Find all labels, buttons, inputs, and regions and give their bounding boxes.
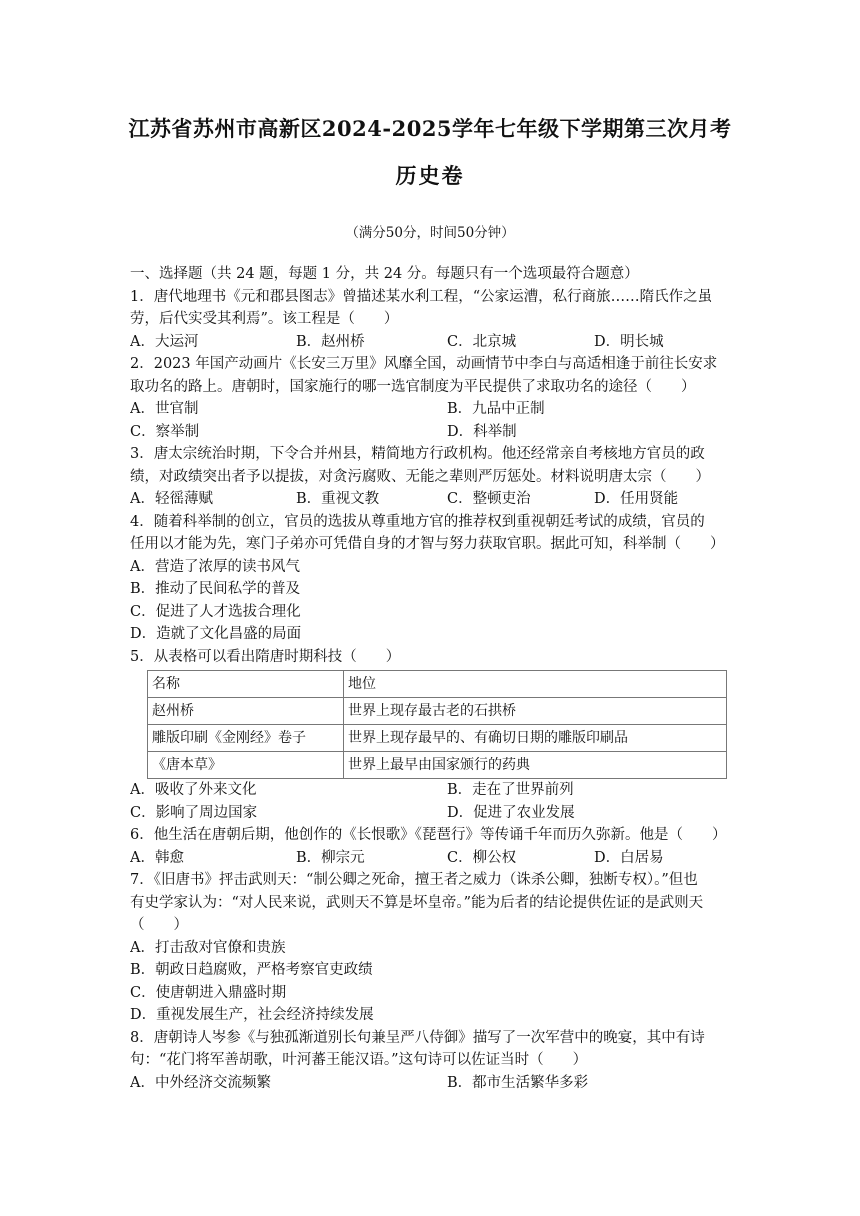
table-cell: 雕版印刷《金刚经》卷子 [148,725,344,752]
question-text-line: 8．唐朝诗人岑参《与独孤渐道别长句兼呈严八侍御》描写了一次军营中的晚宴，其中有诗 [130,1029,705,1046]
options-row [130,1072,730,1095]
table-header-row [148,671,727,698]
option-c: C．柳公权 [447,849,517,866]
option-b: B．朝政日趋腐败，严格考察官吏政绩 [130,962,373,978]
option-c: C．察举制 [130,423,200,440]
question-3 [130,443,730,511]
question-8 [130,1027,730,1095]
option-a: A．轻徭薄赋 [130,491,213,507]
table-header-cell: 地位 [344,671,727,698]
options-row [130,847,730,870]
option-d: D．造就了文化昌盛的局面 [130,626,302,642]
table-header-cell: 名称 [148,671,344,698]
options-row [130,779,730,802]
options-row [130,802,730,825]
option-d: D．促进了农业发展 [447,804,575,821]
question-text-line: 绩，对政绩突出者予以提拔，对贪污腐败、无能之辈则严厉惩处。材料说明唐太宗（ ） [130,468,710,485]
question-text-line: 5．从表格可以看出隋唐时期科技（ ） [130,648,401,665]
option-c: C．影响了周边国家 [130,804,258,821]
question-text-line: （ ） [130,917,188,933]
option-a: A．营造了浓厚的读书风气 [130,558,300,575]
option-c: C．北京城 [447,333,517,350]
option-a: A．中外经济交流频繁 [130,1074,271,1091]
option-d: D．任用贤能 [594,491,679,507]
options-row [130,488,730,511]
question-text-line: 6．他生活在唐朝后期，他创作的《长恨歌》《琵琶行》等传诵千年而历久弥新。他是（ ） [130,827,727,843]
option-c: C．整顿吏治 [447,491,531,507]
question-5 [130,646,730,825]
option-d: D．明长城 [594,333,664,350]
option-a: A．韩愈 [130,849,184,866]
option-a: A．世官制 [130,401,199,417]
table-cell: 世界上现存最早的、有确切日期的雕版印刷品 [344,725,727,752]
table-cell: 世界上最早由国家颁行的药典 [344,752,727,779]
question-text-line: 4．随着科举制的创立，官员的选拔从尊重地方官的推荐权到重视朝廷考试的成绩，官员的 [130,513,705,530]
table-row [148,752,727,779]
option-b: B．九品中正制 [447,401,545,417]
question-2 [130,353,730,443]
option-b: B．推动了民间私学的普及 [130,581,301,597]
question-6 [130,824,730,869]
exam-meta: （满分50分，时间50分钟） [345,225,515,241]
option-b: B．赵州桥 [296,333,365,350]
question-4 [130,511,730,646]
option-d: D．白居易 [594,849,664,866]
exam-subject-title: 历史卷 [395,163,465,188]
option-a: A．吸收了外来文化 [130,782,257,798]
question-text-line: 2．2023 年国产动画片《长安三万里》风靡全国，动画情节中李白与高适相逢于前往长安求 [130,356,718,372]
question-text-line: 1．唐代地理书《元和郡县图志》曾描述某水利工程，“公家运漕，私行商旅……隋氏作之虽 [130,288,713,305]
question-text-line: 3．唐太宗统治时期，下令合并州县，精简地方行政机构。他还经常亲自考核地方官员的政 [130,446,705,462]
table-cell: 世界上现存最古老的石拱桥 [344,698,727,725]
table-row [148,725,727,752]
option-d: D．科举制 [447,423,517,440]
table-cell: 赵州桥 [148,698,344,725]
question-1 [130,286,730,354]
option-b: B．重视文教 [296,491,380,507]
section-heading: 一、选择题（共 24 题，每题 1 分，共 24 分。每题只有一个选项最符合题意） [130,266,639,282]
question-text-line: 取功名的路上。唐朝时，国家施行的哪一选官制度为平民提供了求取功名的途径（ ） [130,378,696,395]
table-cell: 《唐本草》 [148,752,344,779]
option-b: B．都市生活繁华多彩 [447,1074,589,1091]
question-text-line: 劳，后代实受其利焉”。该工程是（ ） [130,311,399,327]
option-a: A．打击敌对官僚和贵族 [130,939,286,956]
table-row [148,698,727,725]
question-7 [130,869,730,1027]
option-c: C．使唐朝进入鼎盛时期 [130,984,287,1001]
option-b: B．柳宗元 [296,849,365,866]
options-row [130,421,730,444]
option-a: A．大运河 [130,333,199,350]
option-b: B．走在了世界前列 [447,782,574,798]
question-text-line: 任用以才能为先，寒门子弟亦可凭借自身的才智与努力获取官职。据此可知，科举制（ ） [130,536,725,552]
option-c: C．促进了人才选拔合理化 [130,603,301,620]
question-text-line: 7．《旧唐书》抨击武则天：“制公卿之死命，擅王者之威力（诛杀公卿，独断专权）。”但也 [130,872,698,888]
exam-title: 江苏省苏州市高新区2024-2025学年七年级下学期第三次月考 [128,116,732,141]
exam-body [130,263,730,1094]
question-text-line: 句：“花门将军善胡歌，叶河蕃王能汉语。”这句诗可以佐证当时（ ） [130,1052,588,1068]
question-text-line: 有史学家认为：“对人民来说，武则天不算是坏皇帝。”能为后者的结论提供佐证的是武则天 [130,894,704,911]
options-row [130,331,730,354]
options-row [130,398,730,421]
science-table [147,670,727,779]
option-d: D．重视发展生产，社会经济持续发展 [130,1007,374,1023]
